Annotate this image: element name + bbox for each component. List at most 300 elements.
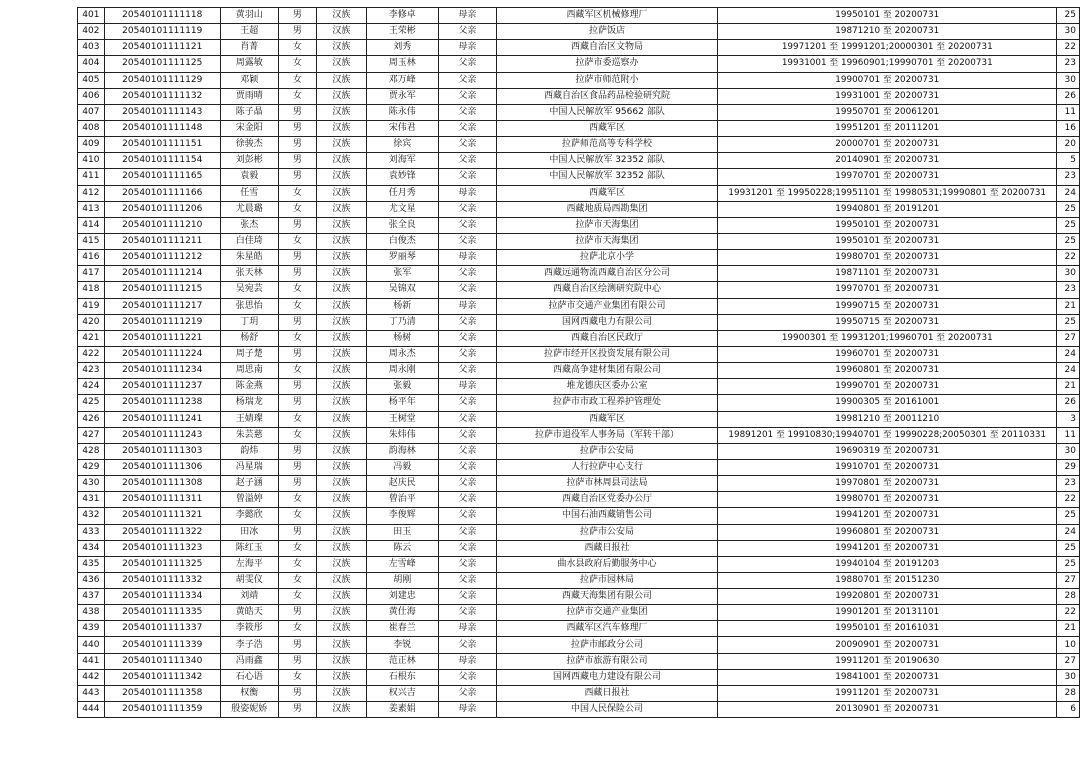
work-unit-cell: 拉萨市天海集团	[496, 233, 717, 249]
service-period-cell: 19990715 至 20200731	[718, 298, 1057, 314]
student-name-cell: 胡雯仪	[220, 572, 278, 588]
exam-id-cell: 20540101111325	[104, 556, 220, 572]
ethnicity-cell: 汉族	[317, 250, 366, 266]
table-row	[78, 217, 1080, 233]
ethnicity-cell: 汉族	[317, 572, 366, 588]
ethnicity-cell: 汉族	[317, 24, 366, 40]
gender-cell: 女	[278, 621, 316, 637]
parent-name-cell: 杨平年	[366, 395, 438, 411]
work-unit-cell: 拉萨市交通产业集团	[496, 605, 717, 621]
table-row	[78, 653, 1080, 669]
gender-cell: 女	[278, 540, 316, 556]
gender-cell: 女	[278, 88, 316, 104]
service-period-cell: 19971201 至 19991201;20000301 至 20200731	[718, 40, 1057, 56]
gender-cell: 男	[278, 8, 316, 24]
student-name-cell: 李子浩	[220, 637, 278, 653]
ethnicity-cell: 汉族	[317, 298, 366, 314]
row-number-cell: 428	[78, 443, 105, 459]
service-period-cell: 19891201 至 19910830;19940701 至 19990228;20050301 至 20110331	[718, 427, 1057, 443]
service-years-cell: 30	[1057, 669, 1080, 685]
relation-cell: 父亲	[438, 104, 496, 120]
work-unit-cell: 拉萨师范高等专科学校	[496, 137, 717, 153]
parent-name-cell: 黄仕海	[366, 605, 438, 621]
ethnicity-cell: 汉族	[317, 266, 366, 282]
table-row	[78, 621, 1080, 637]
work-unit-cell: 拉萨市交通产业集团有限公司	[496, 298, 717, 314]
parent-name-cell: 冯毅	[366, 459, 438, 475]
service-years-cell: 25	[1057, 314, 1080, 330]
work-unit-cell: 中国人民解放军 95662 部队	[496, 104, 717, 120]
exam-id-cell: 20540101111224	[104, 346, 220, 362]
work-unit-cell: 西藏日报社	[496, 540, 717, 556]
work-unit-cell: 西藏自治区党委办公厅	[496, 492, 717, 508]
service-period-cell: 19871101 至 20200731	[718, 266, 1057, 282]
parent-name-cell: 权兴吉	[366, 685, 438, 701]
parent-name-cell: 刘海军	[366, 153, 438, 169]
student-name-cell: 杨舒	[220, 330, 278, 346]
exam-id-cell: 20540101111214	[104, 266, 220, 282]
service-years-cell: 21	[1057, 621, 1080, 637]
service-period-cell: 19690319 至 20200731	[718, 443, 1057, 459]
service-period-cell: 19910701 至 20200731	[718, 459, 1057, 475]
gender-cell: 男	[278, 443, 316, 459]
service-years-cell: 23	[1057, 56, 1080, 72]
relation-cell: 父亲	[438, 637, 496, 653]
relation-cell: 父亲	[438, 24, 496, 40]
student-name-cell: 邓颖	[220, 72, 278, 88]
parent-name-cell: 范正林	[366, 653, 438, 669]
row-number-cell: 436	[78, 572, 105, 588]
row-number-cell: 418	[78, 282, 105, 298]
ethnicity-cell: 汉族	[317, 282, 366, 298]
gender-cell: 男	[278, 459, 316, 475]
parent-name-cell: 赵庆民	[366, 476, 438, 492]
row-number-cell: 415	[78, 233, 105, 249]
table-row	[78, 524, 1080, 540]
gender-cell: 女	[278, 589, 316, 605]
ethnicity-cell: 汉族	[317, 459, 366, 475]
exam-id-cell: 20540101111132	[104, 88, 220, 104]
row-number-cell: 431	[78, 492, 105, 508]
ethnicity-cell: 汉族	[317, 153, 366, 169]
ethnicity-cell: 汉族	[317, 233, 366, 249]
work-unit-cell: 西藏军区汽车修理厂	[496, 621, 717, 637]
table-row	[78, 169, 1080, 185]
exam-id-cell: 20540101111306	[104, 459, 220, 475]
exam-id-cell: 20540101111148	[104, 120, 220, 136]
parent-name-cell: 陈永伟	[366, 104, 438, 120]
student-name-cell: 周子楚	[220, 346, 278, 362]
gender-cell: 男	[278, 476, 316, 492]
relation-cell: 父亲	[438, 266, 496, 282]
parent-name-cell: 张毅	[366, 379, 438, 395]
work-unit-cell: 拉萨市天海集团	[496, 217, 717, 233]
ethnicity-cell: 汉族	[317, 40, 366, 56]
exam-id-cell: 20540101111243	[104, 427, 220, 443]
service-years-cell: 23	[1057, 476, 1080, 492]
ethnicity-cell: 汉族	[317, 88, 366, 104]
relation-cell: 父亲	[438, 443, 496, 459]
ethnicity-cell: 汉族	[317, 443, 366, 459]
service-period-cell: 19970701 至 20200731	[718, 169, 1057, 185]
student-name-cell: 冯雨鑫	[220, 653, 278, 669]
student-name-cell: 张思怡	[220, 298, 278, 314]
row-number-cell: 410	[78, 153, 105, 169]
parent-name-cell: 李锐	[366, 637, 438, 653]
gender-cell: 女	[278, 508, 316, 524]
relation-cell: 父亲	[438, 508, 496, 524]
student-name-cell: 韵炜	[220, 443, 278, 459]
row-number-cell: 401	[78, 8, 105, 24]
parent-name-cell: 吴锦双	[366, 282, 438, 298]
work-unit-cell: 西藏自治区绘测研究院中心	[496, 282, 717, 298]
parent-name-cell: 王荣彬	[366, 24, 438, 40]
row-number-cell: 403	[78, 40, 105, 56]
parent-name-cell: 邓万峰	[366, 72, 438, 88]
service-years-cell: 25	[1057, 233, 1080, 249]
service-years-cell: 30	[1057, 72, 1080, 88]
relation-cell: 父亲	[438, 72, 496, 88]
service-period-cell: 19940104 至 20191203	[718, 556, 1057, 572]
service-period-cell: 19960801 至 20200731	[718, 524, 1057, 540]
gender-cell: 男	[278, 250, 316, 266]
work-unit-cell: 国网西藏电力建设有限公司	[496, 669, 717, 685]
student-name-cell: 周露敏	[220, 56, 278, 72]
ethnicity-cell: 汉族	[317, 363, 366, 379]
relation-cell: 母亲	[438, 250, 496, 266]
gender-cell: 男	[278, 395, 316, 411]
table-row	[78, 637, 1080, 653]
service-years-cell: 25	[1057, 8, 1080, 24]
table-row	[78, 298, 1080, 314]
row-number-cell: 434	[78, 540, 105, 556]
ethnicity-cell: 汉族	[317, 72, 366, 88]
relation-cell: 父亲	[438, 330, 496, 346]
gender-cell: 男	[278, 137, 316, 153]
parent-name-cell: 李俊辉	[366, 508, 438, 524]
table-row	[78, 459, 1080, 475]
exam-id-cell: 20540101111215	[104, 282, 220, 298]
row-number-cell: 417	[78, 266, 105, 282]
gender-cell: 男	[278, 653, 316, 669]
service-years-cell: 22	[1057, 250, 1080, 266]
row-number-cell: 419	[78, 298, 105, 314]
gender-cell: 男	[278, 637, 316, 653]
service-years-cell: 3	[1057, 411, 1080, 427]
parent-name-cell: 贾永军	[366, 88, 438, 104]
service-period-cell: 19980701 至 20200731	[718, 250, 1057, 266]
row-number-cell: 441	[78, 653, 105, 669]
work-unit-cell: 拉萨市旅游有限公司	[496, 653, 717, 669]
service-period-cell: 19950101 至 20200731	[718, 217, 1057, 233]
gender-cell: 女	[278, 330, 316, 346]
table-row	[78, 427, 1080, 443]
student-name-cell: 陈红玉	[220, 540, 278, 556]
student-name-cell: 王婧璨	[220, 411, 278, 427]
student-name-cell: 周思南	[220, 363, 278, 379]
row-number-cell: 444	[78, 702, 105, 718]
ethnicity-cell: 汉族	[317, 104, 366, 120]
student-name-cell: 朱芸慈	[220, 427, 278, 443]
student-name-cell: 任雪	[220, 185, 278, 201]
parent-name-cell: 姜素娟	[366, 702, 438, 718]
relation-cell: 母亲	[438, 8, 496, 24]
ethnicity-cell: 汉族	[317, 330, 366, 346]
row-number-cell: 424	[78, 379, 105, 395]
parent-name-cell: 田玉	[366, 524, 438, 540]
exam-id-cell: 20540101111206	[104, 201, 220, 217]
exam-id-cell: 20540101111359	[104, 702, 220, 718]
exam-id-cell: 20540101111129	[104, 72, 220, 88]
gender-cell: 女	[278, 40, 316, 56]
student-name-cell: 左海平	[220, 556, 278, 572]
ethnicity-cell: 汉族	[317, 556, 366, 572]
table-row	[78, 572, 1080, 588]
work-unit-cell: 西藏自治区文物局	[496, 40, 717, 56]
exam-id-cell: 20540101111237	[104, 379, 220, 395]
student-name-cell: 尤晨璐	[220, 201, 278, 217]
parent-name-cell: 周永杰	[366, 346, 438, 362]
row-number-cell: 409	[78, 137, 105, 153]
exam-id-cell: 20540101111165	[104, 169, 220, 185]
relation-cell: 父亲	[438, 169, 496, 185]
service-years-cell: 30	[1057, 24, 1080, 40]
exam-id-cell: 20540101111342	[104, 669, 220, 685]
exam-id-cell: 20540101111340	[104, 653, 220, 669]
service-period-cell: 20140901 至 20200731	[718, 153, 1057, 169]
ethnicity-cell: 汉族	[317, 56, 366, 72]
student-name-cell: 徐骏杰	[220, 137, 278, 153]
service-period-cell: 19950101 至 20161031	[718, 621, 1057, 637]
relation-cell: 父亲	[438, 669, 496, 685]
gender-cell: 男	[278, 605, 316, 621]
work-unit-cell: 西藏高争建材集团有限公司	[496, 363, 717, 379]
work-unit-cell: 拉萨市林周县司法局	[496, 476, 717, 492]
student-name-cell: 杨瑞龙	[220, 395, 278, 411]
exam-id-cell: 20540101111143	[104, 104, 220, 120]
work-unit-cell: 拉萨北京小学	[496, 250, 717, 266]
ethnicity-cell: 汉族	[317, 589, 366, 605]
service-years-cell: 24	[1057, 346, 1080, 362]
service-period-cell: 19880701 至 20151230	[718, 572, 1057, 588]
relation-cell: 母亲	[438, 379, 496, 395]
relation-cell: 父亲	[438, 363, 496, 379]
service-years-cell: 21	[1057, 298, 1080, 314]
exam-id-cell: 20540101111303	[104, 443, 220, 459]
parent-name-cell: 袁妙锋	[366, 169, 438, 185]
student-name-cell: 朱星皓	[220, 250, 278, 266]
work-unit-cell: 中国人民保险公司	[496, 702, 717, 718]
parent-name-cell: 左雪峰	[366, 556, 438, 572]
service-years-cell: 25	[1057, 556, 1080, 572]
student-name-cell: 田冰	[220, 524, 278, 540]
service-years-cell: 11	[1057, 104, 1080, 120]
service-period-cell: 19940801 至 20191201	[718, 201, 1057, 217]
row-number-cell: 427	[78, 427, 105, 443]
student-name-cell: 王超	[220, 24, 278, 40]
exam-id-cell: 20540101111241	[104, 411, 220, 427]
service-period-cell: 20000701 至 20200731	[718, 137, 1057, 153]
row-number-cell: 442	[78, 669, 105, 685]
service-period-cell: 19931201 至 19950228;19951101 至 19980531;19990801 至 20200731	[718, 185, 1057, 201]
gender-cell: 女	[278, 282, 316, 298]
service-period-cell: 19871210 至 20200731	[718, 24, 1057, 40]
student-name-cell: 冯星瑞	[220, 459, 278, 475]
service-years-cell: 27	[1057, 330, 1080, 346]
exam-id-cell: 20540101111212	[104, 250, 220, 266]
relation-cell: 母亲	[438, 298, 496, 314]
table-row	[78, 120, 1080, 136]
student-name-cell: 陈金燕	[220, 379, 278, 395]
work-unit-cell: 西藏远通物流西藏自治区分公司	[496, 266, 717, 282]
relation-cell: 父亲	[438, 685, 496, 701]
row-number-cell: 438	[78, 605, 105, 621]
service-period-cell: 19920801 至 20200731	[718, 589, 1057, 605]
parent-name-cell: 朱炜伟	[366, 427, 438, 443]
work-unit-cell: 西藏天海集团有限公司	[496, 589, 717, 605]
work-unit-cell: 西藏自治区食品药品检验研究院	[496, 88, 717, 104]
row-number-cell: 414	[78, 217, 105, 233]
service-period-cell: 19931001 至 19960901;19990701 至 20200731	[718, 56, 1057, 72]
table-row	[78, 72, 1080, 88]
exam-id-cell: 20540101111166	[104, 185, 220, 201]
table-row	[78, 40, 1080, 56]
table-row	[78, 250, 1080, 266]
row-number-cell: 404	[78, 56, 105, 72]
ethnicity-cell: 汉族	[317, 169, 366, 185]
service-years-cell: 11	[1057, 427, 1080, 443]
gender-cell: 女	[278, 427, 316, 443]
work-unit-cell: 堆龙德庆区委办公室	[496, 379, 717, 395]
service-period-cell: 19970701 至 20200731	[718, 282, 1057, 298]
service-years-cell: 24	[1057, 524, 1080, 540]
row-number-cell: 425	[78, 395, 105, 411]
gender-cell: 男	[278, 266, 316, 282]
table-row	[78, 56, 1080, 72]
table-row	[78, 492, 1080, 508]
student-name-cell: 张杰	[220, 217, 278, 233]
student-name-cell: 刘靖	[220, 589, 278, 605]
table-row	[78, 185, 1080, 201]
parent-name-cell: 曾治平	[366, 492, 438, 508]
parent-name-cell: 张全良	[366, 217, 438, 233]
parent-name-cell: 刘建忠	[366, 589, 438, 605]
table-row	[78, 153, 1080, 169]
service-period-cell: 19970801 至 20200731	[718, 476, 1057, 492]
student-name-cell: 袁毅	[220, 169, 278, 185]
row-number-cell: 402	[78, 24, 105, 40]
exam-id-cell: 20540101111339	[104, 637, 220, 653]
service-years-cell: 27	[1057, 653, 1080, 669]
relation-cell: 母亲	[438, 185, 496, 201]
relation-cell: 母亲	[438, 702, 496, 718]
service-period-cell: 19950101 至 20200731	[718, 233, 1057, 249]
gender-cell: 男	[278, 379, 316, 395]
relation-cell: 父亲	[438, 411, 496, 427]
student-name-cell: 曾溢婷	[220, 492, 278, 508]
parent-name-cell: 任月秀	[366, 185, 438, 201]
exam-id-cell: 20540101111219	[104, 314, 220, 330]
service-period-cell: 19980701 至 20200731	[718, 492, 1057, 508]
parent-name-cell: 宋伟君	[366, 120, 438, 136]
exam-id-cell: 20540101111334	[104, 589, 220, 605]
row-number-cell: 422	[78, 346, 105, 362]
work-unit-cell: 拉萨市经开区投资发展有限公司	[496, 346, 717, 362]
gender-cell: 男	[278, 169, 316, 185]
service-period-cell: 19951201 至 20111201	[718, 120, 1057, 136]
work-unit-cell: 西藏军区	[496, 185, 717, 201]
service-period-cell: 19950715 至 20200731	[718, 314, 1057, 330]
exam-id-cell: 20540101111221	[104, 330, 220, 346]
row-number-cell: 439	[78, 621, 105, 637]
relation-cell: 父亲	[438, 605, 496, 621]
work-unit-cell: 拉萨市公安局	[496, 443, 717, 459]
roster-body	[78, 8, 1080, 718]
service-years-cell: 25	[1057, 201, 1080, 217]
gender-cell: 男	[278, 524, 316, 540]
table-row	[78, 201, 1080, 217]
table-row	[78, 508, 1080, 524]
row-number-cell: 416	[78, 250, 105, 266]
service-period-cell: 19911201 至 20190630	[718, 653, 1057, 669]
service-period-cell: 19900305 至 20161001	[718, 395, 1057, 411]
table-row	[78, 395, 1080, 411]
ethnicity-cell: 汉族	[317, 8, 366, 24]
exam-id-cell: 20540101111151	[104, 137, 220, 153]
table-row	[78, 443, 1080, 459]
gender-cell: 女	[278, 556, 316, 572]
service-years-cell: 10	[1057, 637, 1080, 653]
row-number-cell: 440	[78, 637, 105, 653]
service-period-cell: 20130901 至 20200731	[718, 702, 1057, 718]
student-name-cell: 黄羽山	[220, 8, 278, 24]
service-years-cell: 24	[1057, 185, 1080, 201]
parent-name-cell: 李修卓	[366, 8, 438, 24]
gender-cell: 男	[278, 685, 316, 701]
exam-id-cell: 20540101111358	[104, 685, 220, 701]
ethnicity-cell: 汉族	[317, 605, 366, 621]
exam-id-cell: 20540101111210	[104, 217, 220, 233]
ethnicity-cell: 汉族	[317, 508, 366, 524]
relation-cell: 父亲	[438, 556, 496, 572]
row-number-cell: 423	[78, 363, 105, 379]
service-period-cell: 19960701 至 20200731	[718, 346, 1057, 362]
table-row	[78, 233, 1080, 249]
student-name-cell: 刘彭彬	[220, 153, 278, 169]
service-period-cell: 19931001 至 20200731	[718, 88, 1057, 104]
table-row	[78, 411, 1080, 427]
relation-cell: 母亲	[438, 653, 496, 669]
work-unit-cell: 西藏军区	[496, 411, 717, 427]
service-years-cell: 25	[1057, 217, 1080, 233]
relation-cell: 父亲	[438, 314, 496, 330]
parent-name-cell: 徐宾	[366, 137, 438, 153]
row-number-cell: 413	[78, 201, 105, 217]
work-unit-cell: 国网西藏电力有限公司	[496, 314, 717, 330]
student-name-cell: 吴宛芸	[220, 282, 278, 298]
exam-id-cell: 20540101111308	[104, 476, 220, 492]
work-unit-cell: 拉萨市市政工程养护管理处	[496, 395, 717, 411]
service-years-cell: 25	[1057, 540, 1080, 556]
table-row	[78, 88, 1080, 104]
relation-cell: 母亲	[438, 40, 496, 56]
service-years-cell: 21	[1057, 379, 1080, 395]
gender-cell: 女	[278, 572, 316, 588]
work-unit-cell: 拉萨市公安局	[496, 524, 717, 540]
exam-id-cell: 20540101111121	[104, 40, 220, 56]
exam-id-cell: 20540101111234	[104, 363, 220, 379]
gender-cell: 女	[278, 363, 316, 379]
